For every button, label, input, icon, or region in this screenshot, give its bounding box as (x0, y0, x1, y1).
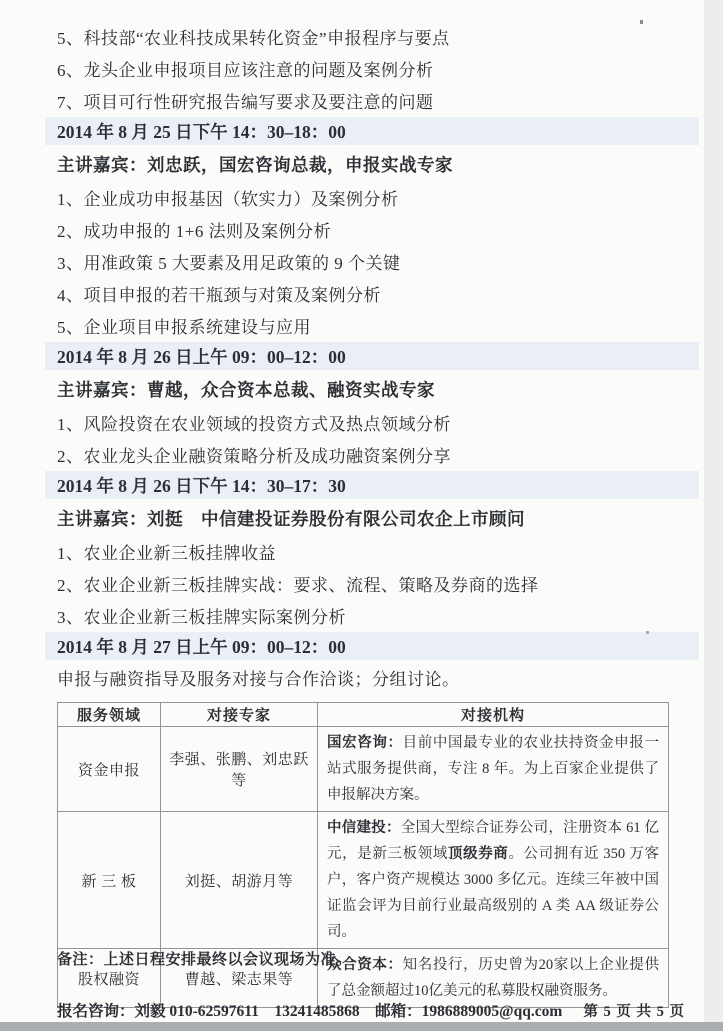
schedule (57, 20, 669, 691)
schedule-item-line: 3、农业企业新三板挂牌实际案例分析 (57, 607, 346, 627)
table-header-cell: 服务领域 (58, 703, 161, 727)
org-text-segment: 众合资本： (327, 957, 403, 973)
schedule-item-line: 2、成功申报的 1+6 法则及案例分析 (57, 221, 332, 241)
note-line: 备注：上述日程安排最终以会议现场为准。 (57, 952, 352, 968)
org-text-segment: 国宏咨询： (327, 735, 403, 751)
org-cell (318, 727, 669, 812)
org-text-segment: 目前中国最专业的农业扶持资金申报一站式服务提供商，专注 8 年。为上百家企业提供了申报解决方案。 (327, 735, 660, 803)
experts-cell: 李强、张鹏、刘忠跃等 (161, 727, 318, 812)
schedule-item-line: 4、项目申报的若干瓶颈与对策及案例分析 (57, 285, 381, 305)
service-area-cell: 资金申报 (58, 727, 161, 812)
org-text-segment: 顶级券商 (447, 846, 509, 862)
service-area-cell: 股权融资 (58, 949, 161, 1008)
org-cell (318, 812, 669, 949)
footer-page-number: 第 5 页 共 5 页 (583, 1003, 685, 1020)
schedule-item-line: 2、农业企业新三板挂牌实战：要求、流程、策略及券商的选择 (57, 575, 539, 595)
table-row (58, 812, 669, 949)
scan-edge-bottom (0, 1022, 723, 1031)
schedule-item-line: 1、风险投资在农业领域的投资方式及热点领域分析 (57, 414, 451, 434)
schedule-date-line: 2014 年 8 月 25 日下午 14：30–18：00 (45, 117, 699, 145)
org-text-segment: 全国大型综合证券公司，注册资本 61 亿元，是新三板领域 (327, 820, 660, 862)
table-header-row (58, 703, 669, 727)
schedule-date-line: 2014 年 8 月 27 日上午 09：00–12：00 (45, 632, 699, 660)
org-text-segment: 知名投行，历史曾为20家以上企业提供了总金额超过10亿美元的私募股权融资服务。 (327, 957, 660, 999)
schedule-speaker-line: 主讲嘉宾：刘挺 中信建投证券股份有限公司农企上市顾问 (57, 508, 525, 529)
experts-cell: 刘挺、胡游月等 (161, 812, 318, 949)
schedule-date-line: 2014 年 8 月 26 日上午 09：00–12：00 (45, 342, 699, 370)
schedule-date-line: 2014 年 8 月 26 日下午 14：30–17：30 (45, 471, 699, 499)
experts-cell: 曹越、梁志果等 (161, 949, 318, 1008)
schedule-item-line: 6、龙头企业申报项目应该注意的问题及案例分析 (57, 60, 434, 80)
schedule-item-line: 5、科技部“农业科技成果转化资金”申报程序与要点 (57, 28, 450, 48)
table-row (58, 727, 669, 812)
table-header-cell: 对接机构 (318, 703, 669, 727)
footer (57, 999, 685, 1021)
service-area-cell: 新 三 板 (58, 812, 161, 949)
scan-edge-right (704, 0, 723, 1031)
footer-contact: 报名咨询：刘毅 010-62597611 13241485868 邮箱：1986889005@qq.com (57, 1003, 563, 1020)
schedule-item-line: 7、项目可行性研究报告编写要求及要注意的问题 (57, 92, 434, 112)
schedule-item-line: 5、企业项目申报系统建设与应用 (57, 317, 311, 337)
org-text-segment: 。公司拥有近 350 万客户，客户资产规模达 3000 多亿元。连续三年被中国证监会评为目前行业最高级别的 A 类 AA 级证券公司。 (327, 846, 660, 940)
scan-speck (646, 631, 649, 634)
schedule-item-line: 1、企业成功申报基因（软实力）及案例分析 (57, 189, 399, 209)
schedule-item-line: 1、农业企业新三板挂牌收益 (57, 543, 276, 563)
schedule-item-line: 2、农业龙头企业融资策略分析及成功融资案例分享 (57, 446, 451, 466)
scan-speck (640, 20, 643, 24)
schedule-speaker-line: 主讲嘉宾：曹越，众合资本总裁、融资实战专家 (57, 379, 435, 400)
schedule-speaker-line: 主讲嘉宾：刘忠跃，国宏咨询总裁，申报实战专家 (57, 154, 453, 175)
table-header-cell: 对接专家 (161, 703, 318, 727)
schedule-para-line: 申报与融资指导及服务对接与合作洽谈；分组讨论。 (57, 669, 460, 689)
org-text-segment: 中信建投： (327, 820, 401, 836)
table-header (58, 703, 669, 727)
schedule-item-line: 3、用准政策 5 大要素及用足政策的 9 个关键 (57, 253, 401, 273)
